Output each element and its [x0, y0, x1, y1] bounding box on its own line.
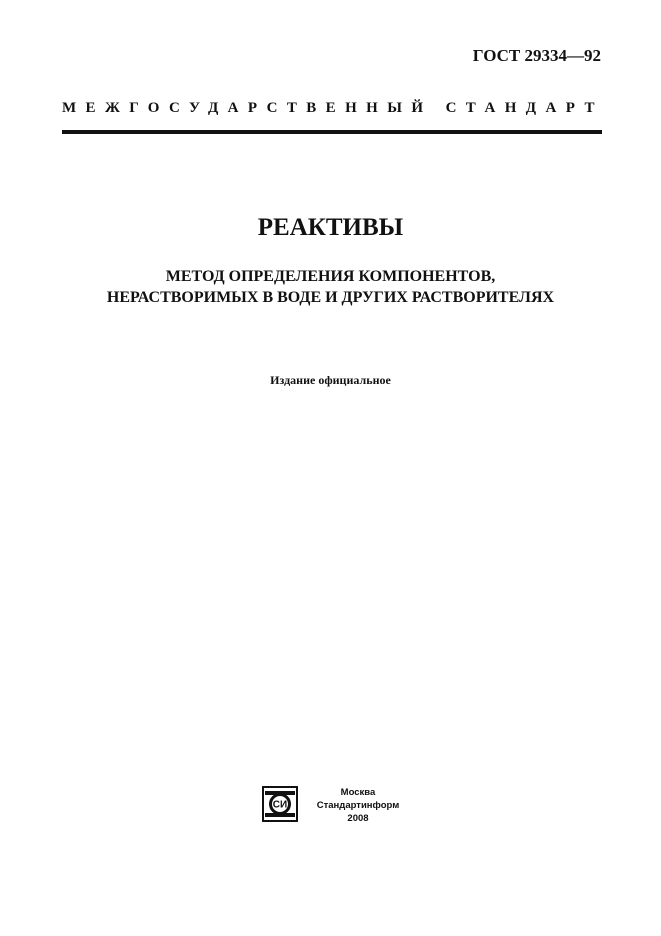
imprint-city: Москва: [340, 787, 376, 798]
subtitle-line-2: НЕРАСТВОРИМЫХ В ВОДЕ И ДРУГИХ РАСТВОРИТЕЛЯХ: [106, 289, 555, 306]
subtitle-line-1: МЕТОД ОПРЕДЕЛЕНИЯ КОМПОНЕНТОВ,: [165, 268, 496, 285]
edition-note: Издание официальное: [270, 373, 391, 387]
heading-rule: [62, 130, 602, 134]
document-title: РЕАКТИВЫ: [257, 214, 404, 241]
imprint-year: 2008: [347, 813, 369, 824]
gost-number: ГОСТ 29334—92: [472, 46, 601, 65]
logo-lettering: СИ: [272, 799, 288, 811]
standard-kind-heading: МЕЖГОСУДАРСТВЕННЫЙ СТАНДАРТ: [62, 100, 604, 116]
imprint: [308, 786, 408, 825]
standartinform-logo-icon: [262, 786, 298, 822]
document-subtitle: [0, 266, 661, 308]
imprint-publisher: Стандартинформ: [316, 800, 400, 811]
